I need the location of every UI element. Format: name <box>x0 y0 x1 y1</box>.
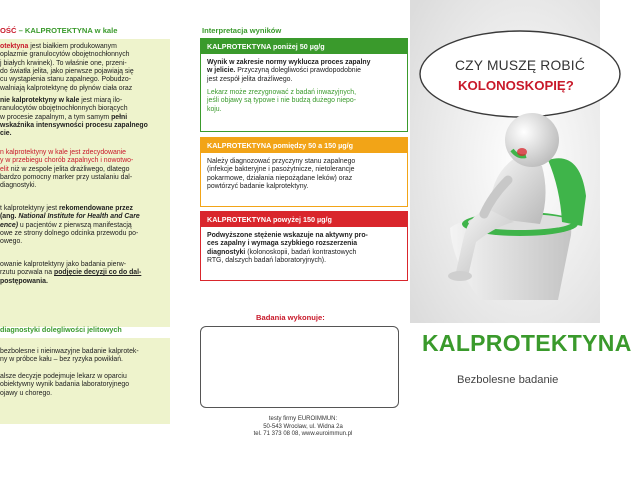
text-line <box>207 257 326 265</box>
text-segment: jest zespół jelita drażliwego. <box>207 75 293 83</box>
text-segment: elit <box>0 165 9 173</box>
text-segment: RTG, dalszych badań laboratoryjnych). <box>207 257 326 265</box>
text-line <box>0 85 132 93</box>
text-line: ny w próbce kału – bez ryzyka powikłań. <box>0 356 123 364</box>
text-line <box>0 157 133 165</box>
text-line <box>0 182 36 190</box>
text-line <box>0 213 140 221</box>
text-line <box>0 122 148 130</box>
text-line <box>0 230 138 238</box>
cover-subtitle: Bezbolesne badanie <box>457 374 559 386</box>
text-segment: pełni <box>111 113 128 121</box>
text-line: ojawy u chorego. <box>0 389 53 397</box>
text-segment: bardzo pomocny marker przy ustalaniu dal- <box>0 173 133 181</box>
text-segment: walniają kalprotektynę do płynów ciała oraz <box>0 84 133 92</box>
text-segment: podjęcie decyzji co do dal- <box>54 269 142 277</box>
text-segment: do światła jelita, jako pierwsze pojawiają się <box>0 67 134 75</box>
text-line <box>0 51 129 59</box>
text-line: Należy diagnozować przyczyny stanu zapalnego <box>207 158 356 165</box>
text-segment: jest miarą ilo- <box>79 97 123 104</box>
text-line <box>207 76 292 84</box>
text-segment: oplazmie granulocytów obojętnochłonnych <box>0 51 130 59</box>
text-segment: j białych krwinek). To właśnie one, przeni- <box>0 59 127 67</box>
text-line <box>0 269 141 277</box>
text-line: (infekcje bakteryjne i pasożytnicze, nietolerancje <box>207 166 355 174</box>
text-segment: w procesie zapalnym, a tym samym <box>0 113 112 121</box>
text-line <box>0 43 117 51</box>
text-segment: (ang. <box>0 213 19 221</box>
middle-panel <box>186 0 408 480</box>
result-box-high <box>200 211 408 281</box>
result-box-medium-header: KALPROTEKTYNA pomiędzy 50 a 150 µg/g <box>201 138 407 153</box>
text-segment: diagnostyki. <box>0 182 37 190</box>
text-line <box>0 166 129 174</box>
bubble-question-line2: KOLONOSKOPIĘ? <box>458 78 574 93</box>
left-info-box <box>0 39 170 327</box>
text-line: koju. <box>207 105 222 113</box>
text-line <box>0 76 131 84</box>
text-line: Lekarz może zrezygnować z badań inwazyjnych, <box>207 89 356 96</box>
text-segment: owego. <box>0 238 23 246</box>
text-line <box>0 205 133 213</box>
text-segment: rekomendowane przez <box>58 205 133 212</box>
text-segment: (kolonoskopii, badań kontrastowych <box>245 248 357 256</box>
text-segment: cie. <box>0 130 12 138</box>
text-line: alsze decyzje podejmuje lekarz w oparciu <box>0 372 127 380</box>
text-line <box>0 60 127 68</box>
footer-contact <box>200 416 406 439</box>
text-line <box>0 130 12 138</box>
text-line <box>0 238 22 246</box>
text-line: pokarmowe, działania niepożądane leków) oraz <box>207 174 353 182</box>
text-segment: Podwyższone stężenie wskazuje na aktywny pro- <box>207 232 368 239</box>
text-segment: postępowania. <box>0 277 48 285</box>
text-line: powtórzyć badanie kalprotektyny. <box>207 183 309 191</box>
text-segment: ence) <box>0 221 19 229</box>
text-segment: rzutu pozwala na <box>0 269 55 277</box>
footer-line-address: 50-543 Wrocław, ul. Widna 2a <box>263 423 343 430</box>
text-segment: y w przebiegu chorób zapalnych i nowotwo- <box>0 157 134 165</box>
text-segment: Wynik w zakresie normy wyklucza proces zapalny <box>207 59 371 66</box>
text-line <box>207 240 357 248</box>
text-segment: National Institute for Health and Care <box>18 213 140 221</box>
text-line <box>0 222 132 230</box>
result-box-medium <box>200 137 408 207</box>
text-segment: n kalprotektyny w kale jest zdecydowanie <box>0 149 127 156</box>
text-line <box>0 114 127 122</box>
text-segment: owanie kalprotektyny jako badania pierw- <box>0 261 127 268</box>
footer-line-company: testy firmy EUROIMMUN: <box>268 416 338 422</box>
text-segment: niż w zespole jelita drażliwego, dlatego <box>8 165 130 173</box>
text-segment: jest białkiem produkowanym <box>28 43 117 50</box>
text-line <box>207 232 368 240</box>
text-line <box>0 68 134 76</box>
text-segment: w jelicie. <box>207 67 236 75</box>
interpretation-title: Interpretacja wyników <box>202 26 282 35</box>
lab-label: Badania wykonuje: <box>256 313 325 322</box>
text-segment: ranulocytów obojętnochłonnych biorących <box>0 105 128 113</box>
text-line <box>0 261 126 269</box>
left-heading-part2: – KALPROTEKTYNA w kale <box>18 26 118 35</box>
text-segment: nie kalprotektyny w kale <box>0 97 80 104</box>
text-line <box>0 97 122 105</box>
text-line <box>207 67 361 75</box>
bubble-question-line1: CZY MUSZĘ ROBIĆ <box>455 58 585 73</box>
text-line <box>207 59 370 67</box>
text-line <box>0 278 48 286</box>
left-panel <box>0 0 178 480</box>
result-box-low <box>200 38 408 132</box>
cover-panel <box>410 0 632 480</box>
footer-line-phone: tel. 71 373 08 08, www.euroimmun.pl <box>253 431 353 438</box>
text-line: bezbolesne i nieinwazyjne badanie kalprotek- <box>0 348 139 355</box>
text-line: obiektywny wynik badania laboratoryjnego <box>0 381 130 389</box>
text-segment: Przyczyną dolegliwości prawdopodobnie <box>235 67 361 75</box>
text-segment: diagnostyki <box>207 248 246 256</box>
cover-title: KALPROTEKTYNA <box>422 330 632 356</box>
text-line: jeśli objawy są typowe i nie budzą dużego niepo- <box>207 97 357 105</box>
text-line <box>0 174 132 182</box>
result-box-low-header: KALPROTEKTYNA poniżej 50 µg/g <box>201 39 407 54</box>
left-heading-part1: OŚĆ <box>0 26 17 35</box>
text-segment: cu wystąpienia stanu zapalnego. Pobudzo- <box>0 76 132 84</box>
result-box-high-header: KALPROTEKTYNA powyżej 150 µg/g <box>201 212 407 227</box>
text-line <box>0 149 126 157</box>
text-line <box>207 249 356 257</box>
text-segment: ces zapalny i wymaga szybkiego rozszerzenia <box>207 240 358 248</box>
left-section2-title: diagnostyki dolegliwości jelitowych <box>0 325 122 334</box>
text-segment: u pacjentów z pierwszą manifestacją <box>18 221 132 229</box>
lab-stamp-box <box>200 326 399 408</box>
cover-illustration <box>410 0 600 323</box>
text-segment: otektyna <box>0 43 29 50</box>
text-segment: wskaźnika intensywności procesu zapalnego <box>0 121 148 129</box>
left-heading <box>0 26 117 35</box>
text-line <box>0 105 128 113</box>
text-segment: t kalprotektyny jest <box>0 205 59 212</box>
left-section2-box <box>0 338 170 424</box>
text-segment: owe ze strony dolnego odcinka przewodu po- <box>0 229 139 237</box>
